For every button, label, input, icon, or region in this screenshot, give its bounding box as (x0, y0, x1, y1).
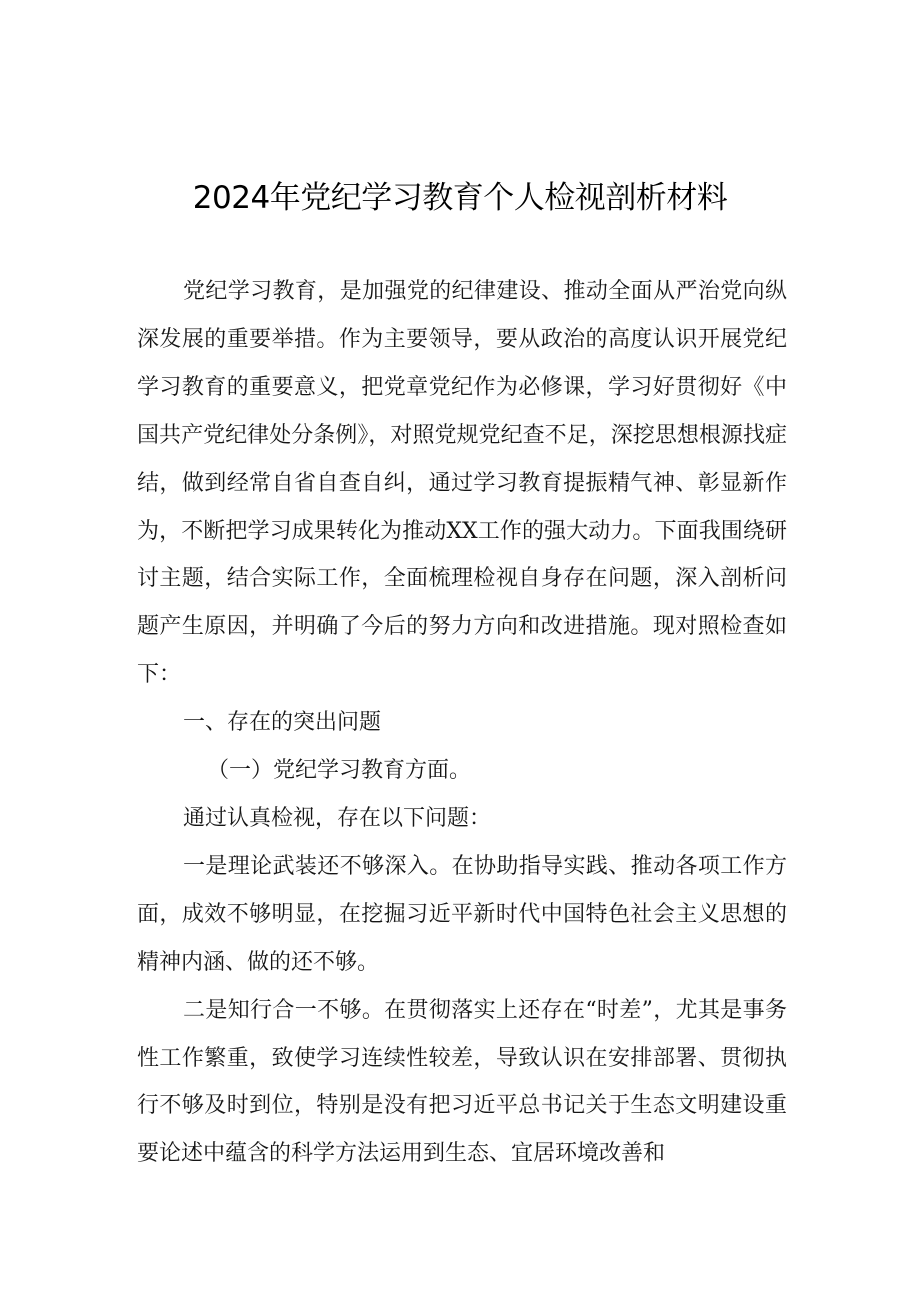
issues-lead-paragraph: 通过认真检视，存在以下问题： (183, 805, 492, 831)
intro-paragraph: 党纪学习教育，是加强党的纪律建设、推动全面从严治党向纵深发展的重要举措。作为主要领导，要从政治的高度认识开展党纪学习教育的重要意义，把党章党纪作为必修课，学习好贯彻好《中国共产党纪律处分条例》，对照党规党纪查不足，深挖思想根源找症结，做到经常自省自查自纠，通过学习教育提振精气神、彰显新作为，不断把学习成果转化为推动XX工作的强大动力。下面我围绕研讨主题，结合实际工作，全面梳理检视自身存在问题，深入剖析问题产生原因，并明确了今后的努力方向和改进措施。现对照检查如下： (137, 279, 787, 688)
issue-1-paragraph: 一是理论武装还不够深入。在协助指导实践、推动各项工作方面，成效不够明显，在挖掘习近平新时代中国特色社会主义思想的精神内涵、做的还不够。 (137, 853, 787, 975)
document-title: 2024年党纪学习教育个人检视剖析材料 (192, 180, 728, 216)
section-heading: 一、存在的突出问题 (183, 710, 382, 736)
issue-2-paragraph: 二是知行合一不够。在贯彻落实上还存在“时差”，尤其是事务性工作繁重，致使学习连续性较差，导致认识在安排部署、贯彻执行不够及时到位，特别是没有把习近平总书记关于生态文明建设重要论述中蕴含的科学方法运用到生态、宜居环境改善和 (137, 997, 787, 1167)
subsection-heading: （一）党纪学习教育方面。 (207, 758, 472, 784)
document-body (137, 268, 787, 1178)
